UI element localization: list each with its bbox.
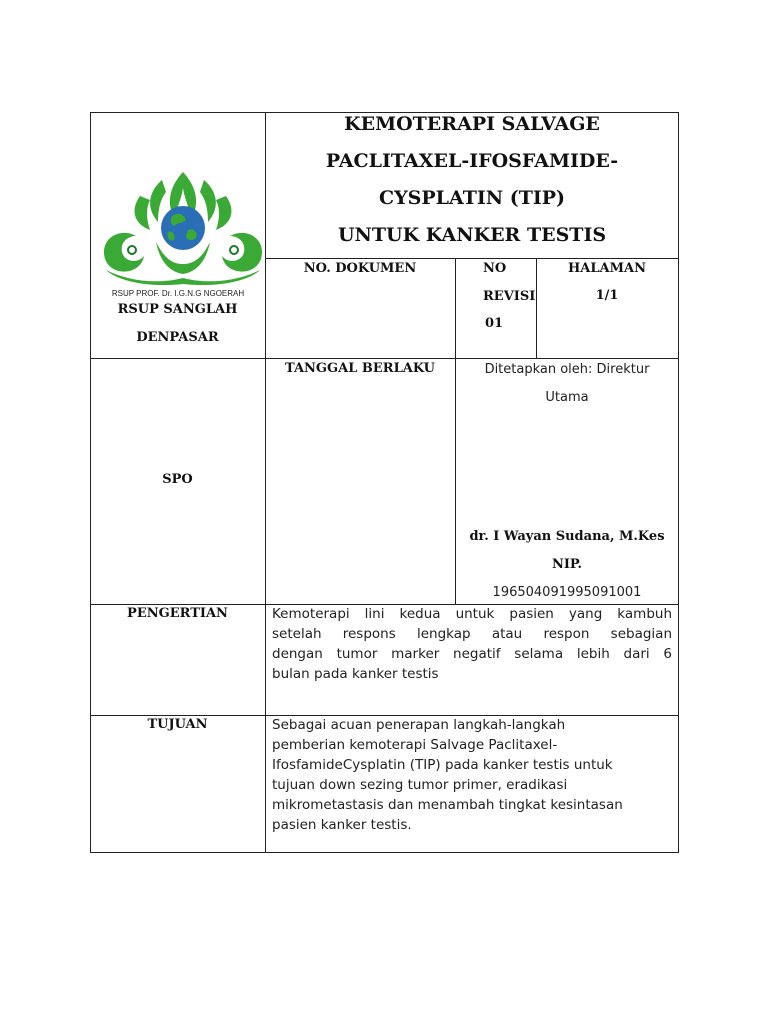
text-line: mikrometastasis dan menambah tingkat kesintasan	[272, 797, 623, 813]
table-border-bottom	[90, 852, 679, 853]
tanggal-berlaku-label: TANGGAL BERLAKU	[285, 361, 435, 376]
text-line: Kemoterapi lini kedua untuk pasien yang kambuh	[272, 606, 672, 622]
halaman-label: HALAMAN	[568, 261, 646, 276]
title-line: CYSPLATIN (TIP)	[378, 187, 566, 209]
pengertian-label: PENGERTIAN	[127, 606, 228, 621]
pengertian-text	[272, 604, 672, 684]
hospital-name-line2: DENPASAR	[136, 330, 219, 345]
signer-name: dr. I Wayan Sudana, M.Kes	[469, 529, 665, 544]
text-line: tujuan down sezing tumor primer, eradikasi	[272, 777, 568, 793]
rule-below-title	[265, 258, 679, 259]
title-line: PACLITAXEL-IFOSFAMIDE-	[325, 150, 619, 172]
ditetapkan-line2: Utama	[545, 390, 589, 405]
title-line: KEMOTERAPI SALVAGE	[344, 113, 600, 135]
no-dokumen-label: NO. DOKUMEN	[303, 261, 417, 276]
halaman-value: 1/1	[595, 288, 619, 303]
title-line: UNTUK KANKER TESTIS	[337, 224, 607, 246]
nip-label: NIP.	[551, 557, 583, 572]
text-line: pasien kanker testis.	[272, 817, 412, 833]
spo-label: SPO	[162, 472, 193, 487]
hospital-logo	[100, 166, 266, 290]
text-line: bulan pada kanker testis	[272, 666, 439, 682]
tujuan-text	[272, 715, 672, 835]
text-line: pemberian kemoterapi Salvage Paclitaxel-	[272, 737, 558, 753]
text-line: dengan tumor marker negatif selama lebih dari 6	[272, 646, 672, 662]
hospital-name-line1: RSUP SANGLAH	[117, 302, 238, 317]
document-title	[265, 106, 679, 254]
nip-value: 196504091995091001	[492, 585, 642, 600]
rule-below-header	[90, 358, 679, 359]
ditetapkan-line1: Ditetapkan oleh: Direktur	[484, 362, 650, 377]
text-line: setelah respons lengkap atau respon sebagian	[272, 626, 672, 642]
tujuan-label: TUJUAN	[147, 717, 208, 732]
column-divider-second	[455, 258, 456, 605]
text-line: IfosfamideCysplatin (TIP) pada kanker testis untuk	[272, 757, 613, 773]
no-revisi-value: 01	[485, 316, 504, 331]
no-revisi-label-line2: REVISI	[483, 289, 536, 304]
text-line: Sebagai acuan penerapan langkah-langkah	[272, 717, 566, 733]
no-revisi-label-line1: NO	[483, 261, 507, 276]
logo-caption: RSUP PROF. Dr. I.G.N.G NGOERAH	[111, 289, 245, 298]
